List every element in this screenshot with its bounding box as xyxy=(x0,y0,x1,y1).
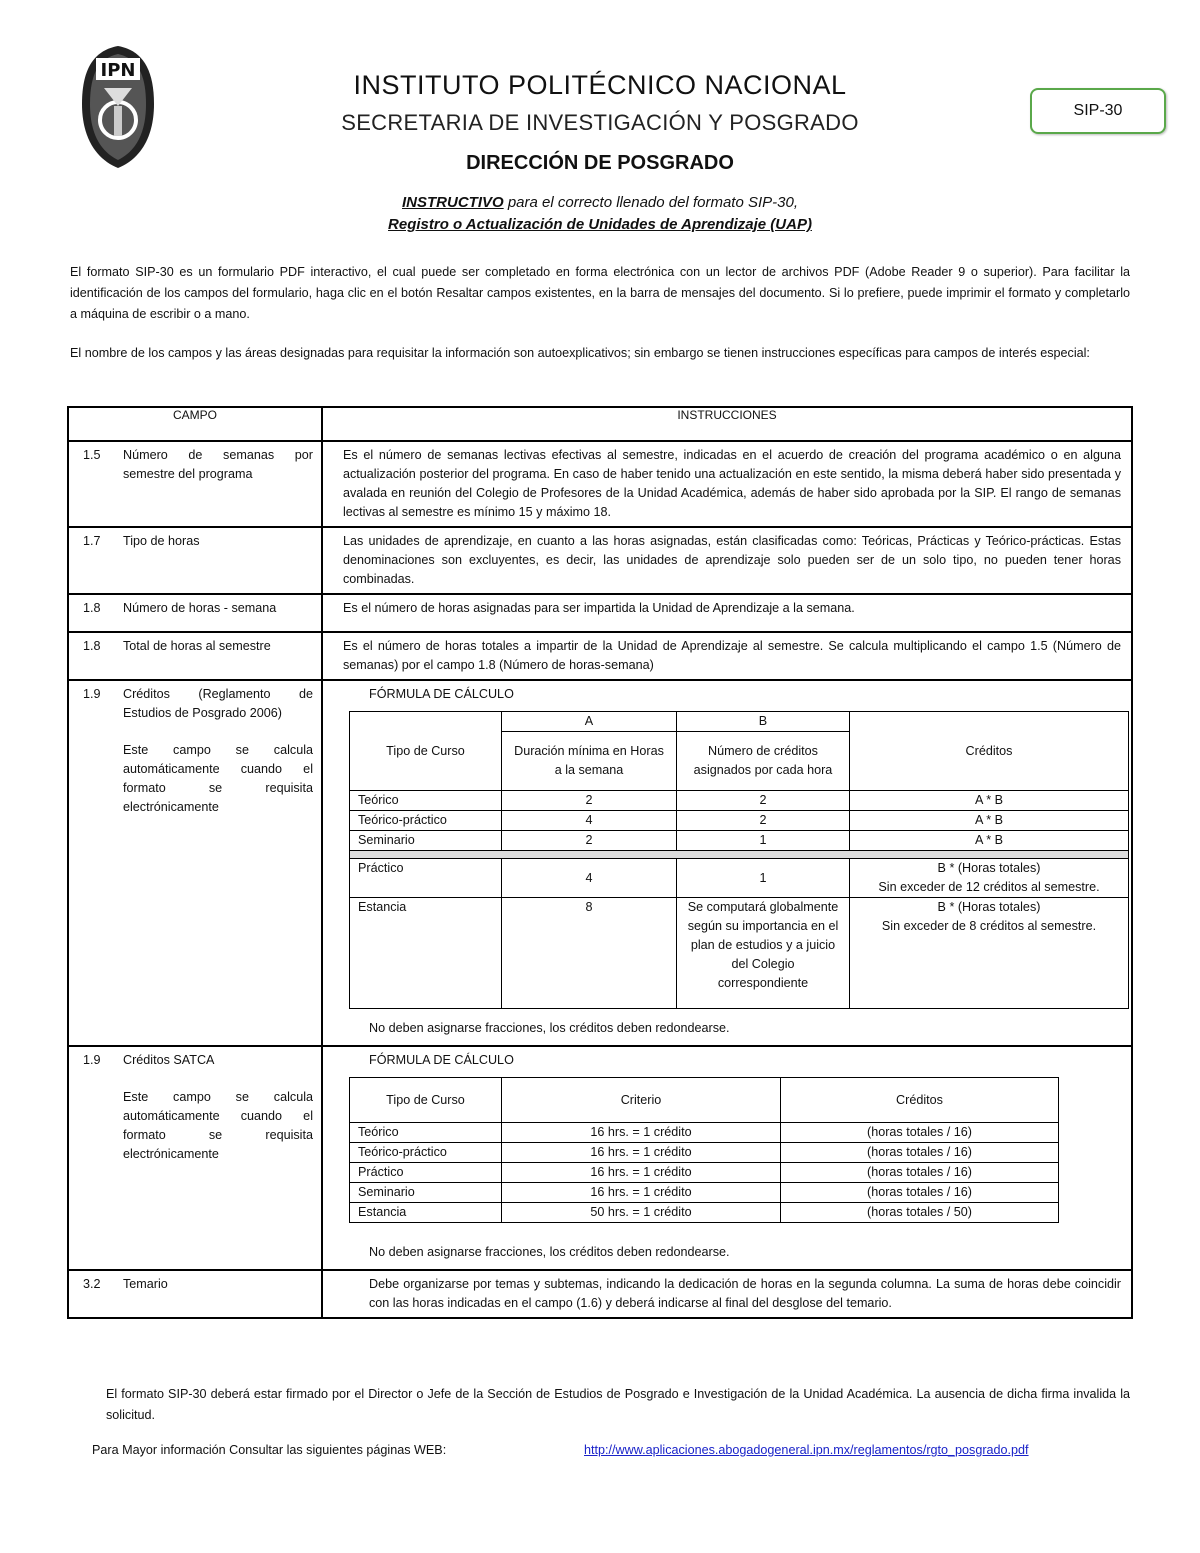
field-number: 1.7 xyxy=(83,534,101,548)
field-note: Este campo se calcula automáticamente cuando el formato se requisita electrónicamente xyxy=(123,1090,313,1161)
table-row xyxy=(68,1270,1132,1318)
field-instruction: Es el número de horas totales a impartir de la Unidad de Aprendizaje al semestre. Se calcula multiplicando el campo 1.5 (Número de semanas) por el campo 1.8 (Número de horas-semana) xyxy=(343,639,1121,672)
field-number: 1.8 xyxy=(83,639,101,653)
field-number: 1.9 xyxy=(83,1053,101,1067)
field-name: Créditos SATCA xyxy=(123,1053,215,1067)
h-col-a: A xyxy=(502,712,677,732)
tipo-curso: Teórico-práctico xyxy=(350,811,502,831)
direction-title: DIRECCIÓN DE POSGRADO xyxy=(466,152,734,174)
formula-title: FÓRMULA DE CÁLCULO xyxy=(369,1053,514,1067)
tipo-curso: Seminario xyxy=(350,1183,502,1203)
value-b: 1 xyxy=(677,859,850,898)
table-row xyxy=(350,1143,1059,1163)
creditos: (horas totales / 16) xyxy=(781,1183,1059,1203)
tipo-curso: Teórico xyxy=(350,1123,502,1143)
field-note: Este campo se calcula automáticamente cuando el formato se requisita electrónicamente xyxy=(123,743,313,814)
table-row xyxy=(350,831,1129,851)
h-creditos: Créditos xyxy=(781,1078,1059,1123)
value-b: 2 xyxy=(677,791,850,811)
field-name: Tipo de horas xyxy=(123,534,200,548)
institute-title: INSTITUTO POLITÉCNICO NACIONAL xyxy=(353,70,847,100)
criterio: 16 hrs. = 1 crédito xyxy=(502,1163,781,1183)
tipo-curso: Estancia xyxy=(350,898,502,1009)
header-instrucciones: INSTRUCCIONES xyxy=(322,407,1132,441)
satca-footnote: No deben asignarse fracciones, los créditos deben redondearse. xyxy=(369,1245,730,1259)
value-a: 2 xyxy=(502,791,677,811)
credits-footnote: No deben asignarse fracciones, los créditos deben redondearse. xyxy=(369,1021,730,1035)
table-row xyxy=(350,1203,1059,1223)
field-instruction: Es el número de semanas lectivas efectivas al semestre, indicadas en el acuerdo de creación del programa académico o en alguna actualización posterior del programa. En caso de haber tenido una actualización en este sentido, la misma deberá haber sido presentada y avalada en reunión del Colegio de Profesores de la Unidad Académica, además de haber sido aprobada por la SIP. El rango de semanas lectivas al semestre es mínimo 15 y máximo 18. xyxy=(343,448,1121,519)
tipo-curso: Seminario xyxy=(350,831,502,851)
table-row xyxy=(350,811,1129,831)
value-creditos: A * B xyxy=(850,811,1129,831)
formula-title: FÓRMULA DE CÁLCULO xyxy=(369,687,514,701)
tipo-curso: Práctico xyxy=(350,1163,502,1183)
h-tipo: Tipo de Curso xyxy=(350,1078,502,1123)
tipo-curso: Estancia xyxy=(350,1203,502,1223)
value-b: Se computará globalmente según su importancia en el plan de estudios y a juicio del Colegio correspondiente xyxy=(677,898,850,1009)
tipo-curso: Práctico xyxy=(350,859,502,898)
table-row xyxy=(68,1046,1132,1270)
value-creditos: A * B xyxy=(850,831,1129,851)
criterio: 16 hrs. = 1 crédito xyxy=(502,1143,781,1163)
instructions-table xyxy=(67,406,1133,1319)
table-row xyxy=(350,898,1129,1009)
h-col-b: B xyxy=(677,712,850,732)
table-row xyxy=(350,1123,1059,1143)
h-criterio: Criterio xyxy=(502,1078,781,1123)
tipo-curso: Teórico-práctico xyxy=(350,1143,502,1163)
table-row xyxy=(350,791,1129,811)
intro-paragraph-1: El formato SIP-30 es un formulario PDF interactivo, el cual puede ser completado en forma electrónica con un lector de archivos PDF (Adobe Reader 9 o superior). Para facilitar la identificación de los campos del formulario, haga clic en el botón Resaltar campos existentes, en la barra de mensajes del documento. Si lo prefiere, puede imprimir el formato y completarlo a máquina de escribir o a mano. xyxy=(70,265,1130,321)
creditos: (horas totales / 16) xyxy=(781,1163,1059,1183)
value-b: 2 xyxy=(677,811,850,831)
value-a: 4 xyxy=(502,811,677,831)
h-creditos: Créditos xyxy=(850,712,1129,791)
value-a: 4 xyxy=(502,859,677,898)
field-instruction: Es el número de horas asignadas para ser impartida la Unidad de Aprendizaje a la semana. xyxy=(343,601,855,615)
h-duracion: Duración mínima en Horas a la semana xyxy=(502,732,677,791)
table-row xyxy=(68,441,1132,527)
web-label: Para Mayor información Consultar las siguientes páginas WEB: xyxy=(92,1443,447,1457)
creditos: (horas totales / 16) xyxy=(781,1123,1059,1143)
intro-paragraph-2: El nombre de los campos y las áreas designadas para requisitar la información son autoexplicativos; sin embargo se tienen instrucciones específicas para campos de interés especial: xyxy=(70,346,1090,360)
creditos: (horas totales / 50) xyxy=(781,1203,1059,1223)
field-name: Temario xyxy=(123,1277,168,1291)
field-number: 1.9 xyxy=(83,687,101,701)
h-tipo: Tipo de Curso xyxy=(350,712,502,791)
table-row xyxy=(68,680,1132,1046)
h-num-creditos: Número de créditos asignados por cada hora xyxy=(677,732,850,791)
table-row xyxy=(350,1183,1059,1203)
table-row xyxy=(68,594,1132,632)
secretariat-title: SECRETARIA DE INVESTIGACIÓN Y POSGRADO xyxy=(341,110,859,135)
header-campo: CAMPO xyxy=(68,407,322,441)
form-code-badge: SIP-30 xyxy=(1030,88,1166,134)
criterio: 50 hrs. = 1 crédito xyxy=(502,1203,781,1223)
value-a: 8 xyxy=(502,898,677,1009)
table-row xyxy=(68,632,1132,680)
table-row xyxy=(68,527,1132,594)
value-creditos: B * (Horas totales) Sin exceder de 8 créditos al semestre. xyxy=(850,898,1129,1009)
field-name: Número de semanas por semestre del programa xyxy=(123,448,313,481)
field-instruction: Debe organizarse por temas y subtemas, indicando la dedicación de horas en la segunda columna. La suma de horas debe coincidir con las horas indicadas en el campo (1.6) y deberá indicarse al final del desglose del temario. xyxy=(369,1277,1121,1310)
field-name: Total de horas al semestre xyxy=(123,639,271,653)
creditos: (horas totales / 16) xyxy=(781,1143,1059,1163)
value-creditos: B * (Horas totales) Sin exceder de 12 créditos al semestre. xyxy=(850,859,1129,898)
field-number: 3.2 xyxy=(83,1277,101,1291)
satca-formula-table xyxy=(349,1077,1059,1223)
criterio: 16 hrs. = 1 crédito xyxy=(502,1123,781,1143)
tipo-curso: Teórico xyxy=(350,791,502,811)
table-row xyxy=(350,1163,1059,1183)
field-number: 1.8 xyxy=(83,601,101,615)
value-a: 2 xyxy=(502,831,677,851)
field-number: 1.5 xyxy=(83,448,101,462)
field-name: Número de horas - semana xyxy=(123,601,277,615)
criterio: 16 hrs. = 1 crédito xyxy=(502,1183,781,1203)
instructivo-line1: INSTRUCTIVO para el correcto llenado del formato SIP-30, xyxy=(402,194,798,211)
field-name: Créditos (Reglamento de Estudios de Posgrado 2006) xyxy=(123,687,313,720)
value-creditos: A * B xyxy=(850,791,1129,811)
regulation-link[interactable]: http://www.aplicaciones.abogadogeneral.ipn.mx/reglamentos/rgto_posgrado.pdf xyxy=(584,1443,1029,1457)
value-b: 1 xyxy=(677,831,850,851)
field-instruction: Las unidades de aprendizaje, en cuanto a las horas asignadas, están clasificadas como: Teóricas, Prácticas y Teórico-prácticas. Estas denominaciones son excluyentes, es decir, las unidades de aprendizaje solo pueden ser de un solo tipo, no pueden tener horas combinadas. xyxy=(343,534,1121,586)
credits-formula-table xyxy=(349,711,1129,1009)
svg-text:IPN: IPN xyxy=(100,60,136,81)
table-row xyxy=(350,859,1129,898)
signature-note: El formato SIP-30 deberá estar firmado por el Director o Jefe de la Sección de Estudios de Posgrado e Investigación de la Unidad Académica. La ausencia de dicha firma invalida la solicitud. xyxy=(106,1387,1130,1422)
instructivo-line2: Registro o Actualización de Unidades de Aprendizaje (UAP) xyxy=(388,216,812,233)
